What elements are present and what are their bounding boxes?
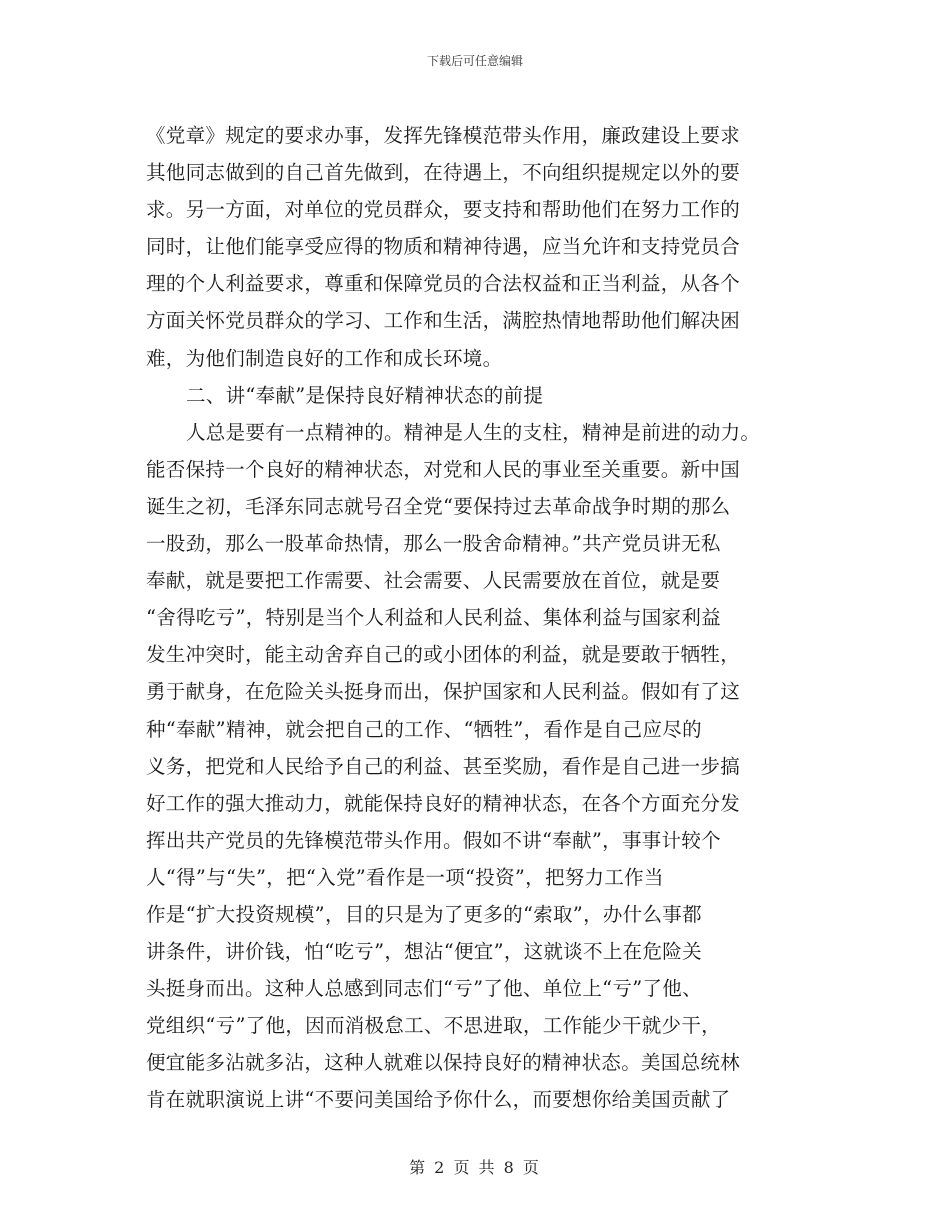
text-line: 诞生之初，毛泽东同志就号召全党“要保持过去革命战争时期的那么 (146, 494, 731, 518)
text-line: 难，为他们制造良好的工作和成长环境。 (146, 346, 503, 370)
text-line: 头挺身而出。这种人总感到同志们“亏”了他、单位上“亏”了他、 (146, 977, 702, 1001)
text-line: “舍得吃亏”，特别是当个人利益和人民利益、集体利益与国家利益 (146, 606, 721, 630)
section-heading: 二、讲“奉献”是保持良好精神状态的前提 (186, 383, 544, 407)
text-line: 求。另一方面，对单位的党员群众，要支持和帮助他们在努力工作的 (146, 198, 741, 222)
text-line: 能否保持一个良好的精神状态，对党和人民的事业至关重要。新中国 (146, 457, 741, 481)
text-line: 挥出共产党员的先锋模范带头作用。假如不讲“奉献”，事事计较个 (146, 828, 721, 852)
text-line: 同时，让他们能享受应得的物质和精神待遇，应当允许和支持党员合 (146, 235, 741, 259)
text-line: 奉献，就是要把工作需要、社会需要、人民需要放在首位，就是要 (146, 569, 721, 593)
text-line: 讲条件，讲价钱，怕“吃亏”，想沾“便宜”，这就谈不上在危险关 (146, 940, 702, 964)
page-header: 下载后可任意编辑 (426, 54, 523, 68)
text-line: 其他同志做到的自己首先做到，在待遇上，不向组织提规定以外的要 (146, 161, 741, 185)
page-footer: 第 2 页 共 8 页 (409, 1158, 541, 1177)
text-line: 一股劲，那么一股革命热情，那么一股舍命精神。”共产党员讲无私 (146, 532, 721, 556)
text-line: 党组织“亏”了他，因而消极怠工、不思进取，工作能少干就少干， (146, 1014, 721, 1038)
paragraph-first-line: 人总是要有一点精神的。精神是人生的支柱，精神是前进的动力。 (186, 420, 761, 444)
text-line: 理的个人利益要求，尊重和保障党员的合法权益和正当利益，从各个 (146, 272, 741, 296)
body-text (146, 117, 826, 1119)
text-line: 发生冲突时，能主动舍弃自己的或小团体的利益，就是要敢于牺牲， (146, 643, 741, 667)
text-line: 好工作的强大推动力，就能保持良好的精神状态，在各个方面充分发 (146, 791, 741, 815)
text-line: 人“得”与“失”，把“入党”看作是一项“投资”，把努力工作当 (146, 865, 664, 889)
text-line: 《党章》规定的要求办事，发挥先锋模范带头作用，廉政建设上要求 (146, 124, 741, 147)
text-line: 方面关怀党员群众的学习、工作和生活，满腔热情地帮助他们解决困 (146, 309, 741, 333)
text-line: 便宜能多沾就多沾，这种人就难以保持良好的精神状态。美国总统林 (146, 1051, 741, 1075)
text-line: 作是“扩大投资规模”，目的只是为了更多的“索取”，办什么事都 (146, 902, 702, 926)
text-line: 勇于献身，在危险关头挺身而出，保护国家和人民利益。假如有了这 (146, 680, 741, 704)
text-line: 义务，把党和人民给予自己的利益、甚至奖励，看作是自己进一步搞 (146, 754, 741, 778)
text-line: 肯在就职演说上讲“不要问美国给予你什么，而要想你给美国贡献了 (146, 1088, 731, 1112)
text-line: 种“奉献”精神，就会把自己的工作、“牺牲”，看作是自己应尽的 (146, 717, 702, 741)
